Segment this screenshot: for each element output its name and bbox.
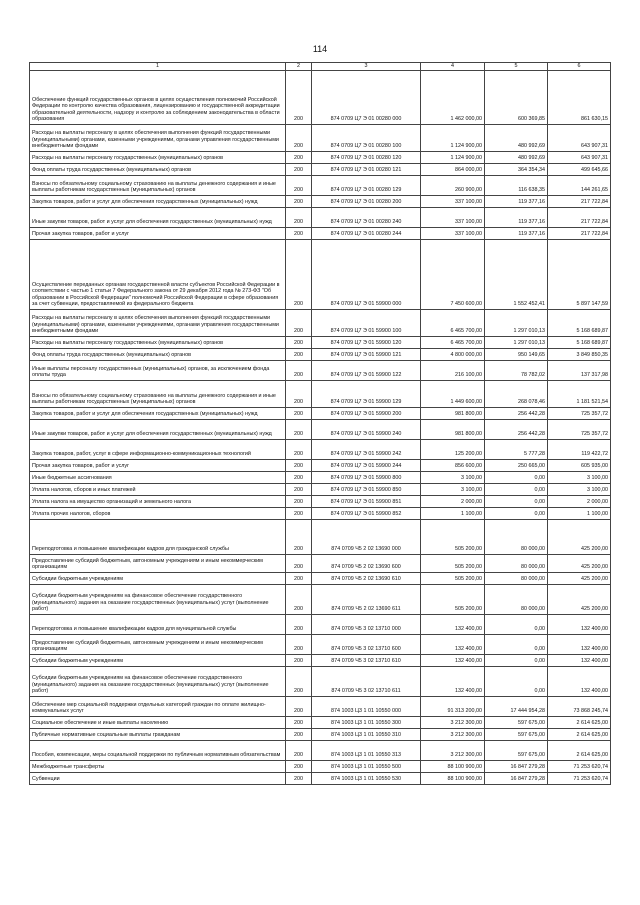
row-approved: 1 462 000,00 (421, 71, 485, 125)
row-name: Расходы на выплаты персоналу в целях обеспечения выполнения функций государственными (муниципальными) органами, казенными учреждениями, органами управления государственными внебюджетными фондами (30, 310, 286, 337)
row-name: Субсидии бюджетным учреждениям на финансовое обеспечение государственного (муниципального) задания на оказание государственных (муниципальных) услуг (выполнение работ) (30, 667, 286, 697)
row-remaining: 217 722,84 (548, 228, 611, 240)
row-name: Иные выплаты персоналу государственных (муниципальных) органов, за исключением фонда оплаты труда (30, 361, 286, 381)
row-executed: 1 297 010,13 (485, 337, 548, 349)
row-budget-code: 874 0709 Ч5 2 02 13690 600 (312, 555, 421, 573)
row-budget-code: 874 0709 Ц7 Э 01 59900 200 (312, 408, 421, 420)
table-row (30, 240, 611, 310)
row-budget-code: 874 0709 Ч5 3 02 13710 610 (312, 655, 421, 667)
row-approved: 981 800,00 (421, 420, 485, 440)
row-budget-code: 874 0709 Ц7 Э 01 00280 100 (312, 125, 421, 152)
row-name: Уплата прочих налогов, сборов (30, 508, 286, 520)
row-name: Иные бюджетные ассигнования (30, 472, 286, 484)
table-row (30, 761, 611, 773)
row-remaining: 5 168 689,87 (548, 310, 611, 337)
row-approved: 3 100,00 (421, 472, 485, 484)
header-row (30, 63, 611, 71)
row-name: Переподготовка и повышение квалификации кадров для муниципальной службы (30, 615, 286, 635)
table-row (30, 164, 611, 176)
table-row (30, 71, 611, 125)
row-budget-code: 874 0709 Ц7 Э 01 00280 200 (312, 196, 421, 208)
row-code-line: 200 (286, 508, 312, 520)
row-remaining: 132 400,00 (548, 615, 611, 635)
row-code-line: 200 (286, 729, 312, 741)
row-name: Иные закупки товаров, работ и услуг для обеспечения государственных (муниципальных) нужд (30, 420, 286, 440)
row-budget-code: 874 0709 Ц7 Э 01 59900 242 (312, 440, 421, 460)
row-code-line: 200 (286, 196, 312, 208)
table-row (30, 208, 611, 228)
row-budget-code: 874 1003 Ц3 1 01 10550 310 (312, 729, 421, 741)
row-remaining: 137 317,98 (548, 361, 611, 381)
row-executed: 597 675,00 (485, 741, 548, 761)
row-executed: 597 675,00 (485, 729, 548, 741)
row-executed: 0,00 (485, 484, 548, 496)
row-executed: 950 149,65 (485, 349, 548, 361)
row-name: Прочая закупка товаров, работ и услуг (30, 460, 286, 472)
row-code-line: 200 (286, 585, 312, 615)
row-name: Иные закупки товаров, работ и услуг для обеспечения государственных (муниципальных) нужд (30, 208, 286, 228)
row-approved: 216 100,00 (421, 361, 485, 381)
table-row (30, 667, 611, 697)
row-code-line: 200 (286, 71, 312, 125)
table-row (30, 152, 611, 164)
row-code-line: 200 (286, 667, 312, 697)
row-budget-code: 874 0709 Ц7 Э 01 59900 852 (312, 508, 421, 520)
table-row (30, 697, 611, 717)
row-executed: 17 444 954,28 (485, 697, 548, 717)
row-executed: 80 000,00 (485, 555, 548, 573)
table-row (30, 408, 611, 420)
row-executed: 597 675,00 (485, 717, 548, 729)
row-name: Закупка товаров, работ и услуг для обеспечения государственных (муниципальных) нужд (30, 408, 286, 420)
row-code-line: 200 (286, 635, 312, 655)
row-executed: 5 777,28 (485, 440, 548, 460)
row-budget-code: 874 0709 Ч5 2 02 13690 611 (312, 585, 421, 615)
row-name: Предоставление субсидий бюджетным, автономным учреждениям и иным некоммерческим организациям (30, 635, 286, 655)
row-approved: 2 000,00 (421, 496, 485, 508)
row-budget-code: 874 0709 Ц7 Э 01 59900 000 (312, 240, 421, 310)
row-name: Закупка товаров, работ, услуг в сфере информационно-коммуникационных технологий (30, 440, 286, 460)
row-approved: 260 900,00 (421, 176, 485, 196)
page-number: 114 (312, 44, 328, 54)
row-executed: 250 665,00 (485, 460, 548, 472)
row-approved: 6 465 700,00 (421, 310, 485, 337)
table-row (30, 361, 611, 381)
table-row (30, 773, 611, 785)
row-remaining: 217 722,84 (548, 196, 611, 208)
row-approved: 1 124 900,00 (421, 152, 485, 164)
row-code-line: 200 (286, 573, 312, 585)
row-executed: 119 377,16 (485, 208, 548, 228)
row-executed: 256 442,28 (485, 420, 548, 440)
row-remaining: 217 722,84 (548, 208, 611, 228)
row-budget-code: 874 0709 Ч5 3 02 13710 600 (312, 635, 421, 655)
row-remaining: 5 897 147,59 (548, 240, 611, 310)
row-name: Пособия, компенсации, меры социальной поддержки по публичным нормативным обязательствам (30, 741, 286, 761)
table-row (30, 741, 611, 761)
row-budget-code: 874 0709 Ч5 2 02 13690 000 (312, 520, 421, 555)
row-approved: 337 100,00 (421, 228, 485, 240)
row-remaining: 1 181 521,54 (548, 381, 611, 408)
row-executed: 364 354,34 (485, 164, 548, 176)
row-approved: 3 212 300,00 (421, 717, 485, 729)
row-budget-code: 874 0709 Ц7 Э 01 59900 129 (312, 381, 421, 408)
row-name: Межбюджетные трансферты (30, 761, 286, 773)
row-executed: 116 638,35 (485, 176, 548, 196)
row-executed: 600 369,85 (485, 71, 548, 125)
row-budget-code: 874 0709 Ц7 Э 01 00280 240 (312, 208, 421, 228)
row-budget-code: 874 1003 Ц3 1 01 10550 530 (312, 773, 421, 785)
row-remaining: 2 000,00 (548, 496, 611, 508)
row-remaining: 71 253 620,74 (548, 773, 611, 785)
row-approved: 125 200,00 (421, 440, 485, 460)
row-budget-code: 874 1003 Ц3 1 01 10550 300 (312, 717, 421, 729)
row-remaining: 725 357,72 (548, 408, 611, 420)
row-name: Уплата налога на имущество организаций и земельного налога (30, 496, 286, 508)
row-executed: 80 000,00 (485, 585, 548, 615)
table-row (30, 655, 611, 667)
row-executed: 0,00 (485, 655, 548, 667)
row-approved: 88 100 900,00 (421, 773, 485, 785)
table-row (30, 349, 611, 361)
row-remaining: 605 935,00 (548, 460, 611, 472)
row-code-line: 200 (286, 408, 312, 420)
table-row (30, 585, 611, 615)
row-executed: 0,00 (485, 472, 548, 484)
row-name: Расходы на выплаты персоналу государственных (муниципальных) органов (30, 152, 286, 164)
row-remaining: 71 253 620,74 (548, 761, 611, 773)
row-approved: 88 100 900,00 (421, 761, 485, 773)
table-row (30, 125, 611, 152)
row-budget-code: 874 0709 Ц7 Э 01 59900 100 (312, 310, 421, 337)
row-code-line: 200 (286, 520, 312, 555)
row-code-line: 200 (286, 152, 312, 164)
row-code-line: 200 (286, 773, 312, 785)
table-row (30, 496, 611, 508)
row-name: Субсидии бюджетным учреждениям на финансовое обеспечение государственного (муниципального) задания на оказание государственных (муниципальных) услуг (выполнение работ) (30, 585, 286, 615)
row-name: Обеспечение функций государственных органов в целях осуществления полномочий Российской Федерации по контролю качества образования, лицензированию и государственной аккредитации образовательной деятельности, надзору и контролю за соблюдением законодательства в области образования (30, 71, 286, 125)
column-header: 3 (312, 63, 421, 71)
table-row (30, 460, 611, 472)
row-name: Уплата налогов, сборов и иных платежей (30, 484, 286, 496)
table-row (30, 508, 611, 520)
row-approved: 1 100,00 (421, 508, 485, 520)
row-code-line: 200 (286, 741, 312, 761)
row-remaining: 861 630,15 (548, 71, 611, 125)
row-name: Фонд оплаты труда государственных (муниципальных) органов (30, 349, 286, 361)
row-remaining: 132 400,00 (548, 635, 611, 655)
row-approved: 4 800 000,00 (421, 349, 485, 361)
row-budget-code: 874 0709 Ц7 Э 01 00280 129 (312, 176, 421, 196)
row-approved: 337 100,00 (421, 196, 485, 208)
row-remaining: 1 100,00 (548, 508, 611, 520)
row-name: Расходы на выплаты персоналу в целях обеспечения выполнения функций государственными (муниципальными) органами, казенными учреждениями, органами управления государственными внебюджетными фондами (30, 125, 286, 152)
row-code-line: 200 (286, 381, 312, 408)
row-executed: 16 847 279,28 (485, 761, 548, 773)
table-row (30, 228, 611, 240)
row-budget-code: 874 1003 Ц3 1 01 10550 500 (312, 761, 421, 773)
row-code-line: 200 (286, 615, 312, 635)
row-name: Фонд оплаты труда государственных (муниципальных) органов (30, 164, 286, 176)
row-executed: 78 782,02 (485, 361, 548, 381)
row-executed: 480 992,69 (485, 125, 548, 152)
table-row (30, 520, 611, 555)
row-code-line: 200 (286, 420, 312, 440)
table-row (30, 196, 611, 208)
row-code-line: 200 (286, 310, 312, 337)
row-executed: 16 847 279,28 (485, 773, 548, 785)
row-remaining: 425 200,00 (548, 555, 611, 573)
table-row (30, 717, 611, 729)
row-name: Переподготовка и повышение квалификации кадров для гражданской службы (30, 520, 286, 555)
row-approved: 505 200,00 (421, 585, 485, 615)
row-remaining: 144 261,65 (548, 176, 611, 196)
row-budget-code: 874 1003 Ц3 1 01 10550 313 (312, 741, 421, 761)
row-executed: 0,00 (485, 508, 548, 520)
row-code-line: 200 (286, 228, 312, 240)
row-executed: 256 442,28 (485, 408, 548, 420)
row-name: Субсидии бюджетным учреждениям (30, 655, 286, 667)
row-executed: 0,00 (485, 496, 548, 508)
row-code-line: 200 (286, 164, 312, 176)
row-name: Обеспечение мер социальной поддержки отдельных категорий граждан по оплате жилищно-коммунальных услуг (30, 697, 286, 717)
row-executed: 0,00 (485, 615, 548, 635)
row-executed: 80 000,00 (485, 573, 548, 585)
row-code-line: 200 (286, 208, 312, 228)
row-remaining: 499 645,66 (548, 164, 611, 176)
row-code-line: 200 (286, 655, 312, 667)
row-budget-code: 874 0709 Ц7 Э 01 59900 122 (312, 361, 421, 381)
row-executed: 80 000,00 (485, 520, 548, 555)
row-remaining: 643 907,31 (548, 125, 611, 152)
column-header: 2 (286, 63, 312, 71)
row-executed: 119 377,16 (485, 228, 548, 240)
row-remaining: 2 614 625,00 (548, 729, 611, 741)
row-remaining: 132 400,00 (548, 655, 611, 667)
table-row (30, 555, 611, 573)
row-code-line: 200 (286, 717, 312, 729)
row-budget-code: 874 0709 Ч5 2 02 13690 610 (312, 573, 421, 585)
row-approved: 981 800,00 (421, 408, 485, 420)
row-remaining: 132 400,00 (548, 667, 611, 697)
row-approved: 505 200,00 (421, 520, 485, 555)
column-header: 4 (421, 63, 485, 71)
table-row (30, 337, 611, 349)
row-code-line: 200 (286, 472, 312, 484)
row-approved: 132 400,00 (421, 615, 485, 635)
row-budget-code: 874 0709 Ц7 Э 01 59900 851 (312, 496, 421, 508)
column-header: 6 (548, 63, 611, 71)
table-row (30, 472, 611, 484)
row-remaining: 5 168 689,87 (548, 337, 611, 349)
row-approved: 3 100,00 (421, 484, 485, 496)
row-code-line: 200 (286, 555, 312, 573)
budget-table (29, 62, 611, 785)
table-row (30, 440, 611, 460)
row-approved: 132 400,00 (421, 635, 485, 655)
row-code-line: 200 (286, 761, 312, 773)
row-code-line: 200 (286, 240, 312, 310)
row-name: Взносы по обязательному социальному страхованию на выплаты денежного содержания и иные выплаты работникам государственных (муниципальных) органов (30, 381, 286, 408)
row-code-line: 200 (286, 125, 312, 152)
row-budget-code: 874 0709 Ч5 3 02 13710 611 (312, 667, 421, 697)
table-row (30, 615, 611, 635)
table-row (30, 310, 611, 337)
row-name: Субвенции (30, 773, 286, 785)
row-code-line: 200 (286, 337, 312, 349)
row-approved: 91 313 200,00 (421, 697, 485, 717)
row-remaining: 425 200,00 (548, 520, 611, 555)
row-approved: 856 600,00 (421, 460, 485, 472)
row-budget-code: 874 0709 Ц7 Э 01 59900 121 (312, 349, 421, 361)
row-approved: 132 400,00 (421, 667, 485, 697)
row-approved: 505 200,00 (421, 555, 485, 573)
row-remaining: 2 614 625,00 (548, 741, 611, 761)
row-name: Субсидии бюджетным учреждениям (30, 573, 286, 585)
row-name: Расходы на выплаты персоналу государственных (муниципальных) органов (30, 337, 286, 349)
row-executed: 0,00 (485, 667, 548, 697)
row-budget-code: 874 1003 Ц3 1 01 10550 000 (312, 697, 421, 717)
row-code-line: 200 (286, 697, 312, 717)
row-approved: 864 000,00 (421, 164, 485, 176)
row-code-line: 200 (286, 496, 312, 508)
row-approved: 3 212 300,00 (421, 741, 485, 761)
row-budget-code: 874 0709 Ц7 Э 01 00280 000 (312, 71, 421, 125)
row-executed: 1 297 010,13 (485, 310, 548, 337)
row-budget-code: 874 0709 Ц7 Э 01 00280 120 (312, 152, 421, 164)
row-remaining: 73 868 245,74 (548, 697, 611, 717)
row-name: Осуществление переданных органам государственной власти субъектов Российской Федерации в соответствии с частью 1 статьи 7 Федерального закона от 29 декабря 2012 года № 273-ФЗ "Об образовании в Российской Федерации" полномочий Российской Федерации в сфере образования за счет субвенции, предоставляемой из федерального бюджета (30, 240, 286, 310)
row-name: Публичные нормативные социальные выплаты гражданам (30, 729, 286, 741)
row-code-line: 200 (286, 361, 312, 381)
row-remaining: 2 614 625,00 (548, 717, 611, 729)
row-approved: 3 212 300,00 (421, 729, 485, 741)
table-row (30, 635, 611, 655)
row-code-line: 200 (286, 460, 312, 472)
row-budget-code: 874 0709 Ц7 Э 01 59900 240 (312, 420, 421, 440)
row-remaining: 119 422,72 (548, 440, 611, 460)
column-header: 5 (485, 63, 548, 71)
row-executed: 119 377,16 (485, 196, 548, 208)
column-header: 1 (30, 63, 286, 71)
row-code-line: 200 (286, 349, 312, 361)
row-executed: 0,00 (485, 635, 548, 655)
row-remaining: 725 357,72 (548, 420, 611, 440)
row-approved: 132 400,00 (421, 655, 485, 667)
row-budget-code: 874 0709 Ц7 Э 01 59900 850 (312, 484, 421, 496)
row-code-line: 200 (286, 176, 312, 196)
row-code-line: 200 (286, 440, 312, 460)
table-row (30, 729, 611, 741)
row-approved: 6 465 700,00 (421, 337, 485, 349)
table-row (30, 484, 611, 496)
row-executed: 480 992,69 (485, 152, 548, 164)
row-executed: 268 078,46 (485, 381, 548, 408)
row-name: Прочая закупка товаров, работ и услуг (30, 228, 286, 240)
row-approved: 1 124 900,00 (421, 125, 485, 152)
row-budget-code: 874 0709 Ч5 3 02 13710 000 (312, 615, 421, 635)
row-executed: 1 552 452,41 (485, 240, 548, 310)
row-approved: 505 200,00 (421, 573, 485, 585)
row-approved: 337 100,00 (421, 208, 485, 228)
budget-table-body (30, 63, 611, 785)
row-remaining: 425 200,00 (548, 573, 611, 585)
table-row (30, 573, 611, 585)
table-row (30, 420, 611, 440)
table-row (30, 176, 611, 196)
row-budget-code: 874 0709 Ц7 Э 01 00280 244 (312, 228, 421, 240)
row-code-line: 200 (286, 484, 312, 496)
row-name: Социальное обеспечение и иные выплаты населению (30, 717, 286, 729)
row-name: Взносы по обязательному социальному страхованию на выплаты денежного содержания и иные выплаты работникам государственных (муниципальных) органов (30, 176, 286, 196)
row-approved: 7 450 600,00 (421, 240, 485, 310)
row-budget-code: 874 0709 Ц7 Э 01 00280 121 (312, 164, 421, 176)
row-remaining: 3 100,00 (548, 472, 611, 484)
row-budget-code: 874 0709 Ц7 Э 01 59900 244 (312, 460, 421, 472)
row-approved: 1 449 600,00 (421, 381, 485, 408)
row-remaining: 3 849 850,35 (548, 349, 611, 361)
row-remaining: 643 907,31 (548, 152, 611, 164)
row-name: Предоставление субсидий бюджетным, автономным учреждениям и иным некоммерческим организациям (30, 555, 286, 573)
row-budget-code: 874 0709 Ц7 Э 01 59900 120 (312, 337, 421, 349)
row-remaining: 425 200,00 (548, 585, 611, 615)
row-name: Закупка товаров, работ и услуг для обеспечения государственных (муниципальных) нужд (30, 196, 286, 208)
table-row (30, 381, 611, 408)
row-remaining: 3 100,00 (548, 484, 611, 496)
row-budget-code: 874 0709 Ц7 Э 01 59900 800 (312, 472, 421, 484)
